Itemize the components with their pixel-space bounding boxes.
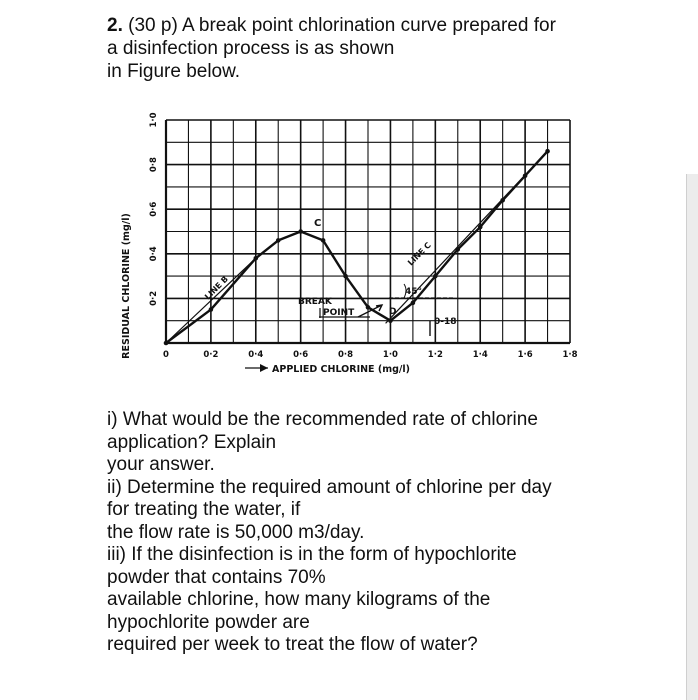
x-tick-label: 0·8 [338,350,354,360]
y-tick-label: 0·4 [149,246,159,262]
data-point [478,225,483,230]
y-tick-label: 1·0 [149,112,159,128]
data-point [343,274,348,279]
chart-ticks [149,112,578,360]
breakpoint-chlorination-figure [108,108,588,398]
data-point [411,301,416,306]
x-tick-label: 0 [163,350,169,360]
question-line-1 [107,14,667,37]
sub-question-line: the flow rate is 50,000 m3/day. [107,521,365,543]
question-line-2: a disinfection process is as shown [107,38,395,59]
y-axis-label: RESIDUAL CHLORINE (mg/l) [121,213,132,359]
question-line-3: in Figure below. [107,61,241,82]
data-point [276,238,281,243]
sub-question-line: for treating the water, if [107,499,301,520]
sub-question-line: available chlorine, how many kilograms of the [107,589,491,610]
x-tick-label: 0·6 [293,350,309,360]
scrollbar-track[interactable] [686,174,698,700]
y-tick-label: 0·8 [149,157,159,173]
question-header [107,14,667,83]
question-text-1: (30 p) A break point chlorination curve prepared for [128,15,556,36]
chart-series [164,149,550,345]
annotation-break: BREAK [298,297,332,307]
y-tick-label: 0·6 [149,201,159,217]
sub-question-line: i) What would be the recommended rate of chlorine [107,409,538,430]
annotation-angle: 45° [405,287,423,297]
sub-question-line: ii) Determine the required amount of chlorine per day [107,476,552,498]
chart-annotations [203,218,456,336]
chart-svg [108,108,588,398]
annotation-line-c: LINE C [406,240,433,268]
annotation-point-d: D [389,307,397,317]
question-number: 2. [107,15,123,36]
x-tick-label: 1·6 [517,350,533,360]
annotation-point: POINT [323,308,355,318]
sub-question-line: hypochlorite powder are [107,611,310,633]
x-axis-label: APPLIED CHLORINE (mg/l) [272,364,410,375]
x-tick-label: 1·4 [472,350,488,360]
sub-question-line: application? Explain [107,431,277,453]
x-tick-label: 0·4 [248,350,264,360]
sub-question-line: powder that contains 70% [107,566,326,588]
x-tick-label: 1·0 [382,350,398,360]
data-point [366,305,371,310]
data-point [433,274,438,279]
annotation-line-b: LINE B [203,274,231,302]
sub-question-line: required per week to treat the flow of water? [107,634,478,655]
data-point [321,238,326,243]
data-point [209,307,214,312]
x-tick-label: 1·8 [562,350,578,360]
sub-question-line: iii) If the disinfection is in the form of hypochlorite [107,544,517,565]
data-point [298,229,303,234]
y-tick-label: 0·2 [149,290,159,306]
series-line-residual-chlorine [166,151,548,343]
x-tick-label: 0·2 [203,350,219,360]
sub-question-line: your answer. [107,454,215,475]
series-line-line-c [386,151,548,323]
x-axis-label-arrow-head [260,364,268,372]
sub-questions [107,409,667,657]
x-tick-label: 1·2 [427,350,443,360]
annotation-point-c: C [314,218,322,229]
annotation-offset: 0-18 [434,317,457,327]
